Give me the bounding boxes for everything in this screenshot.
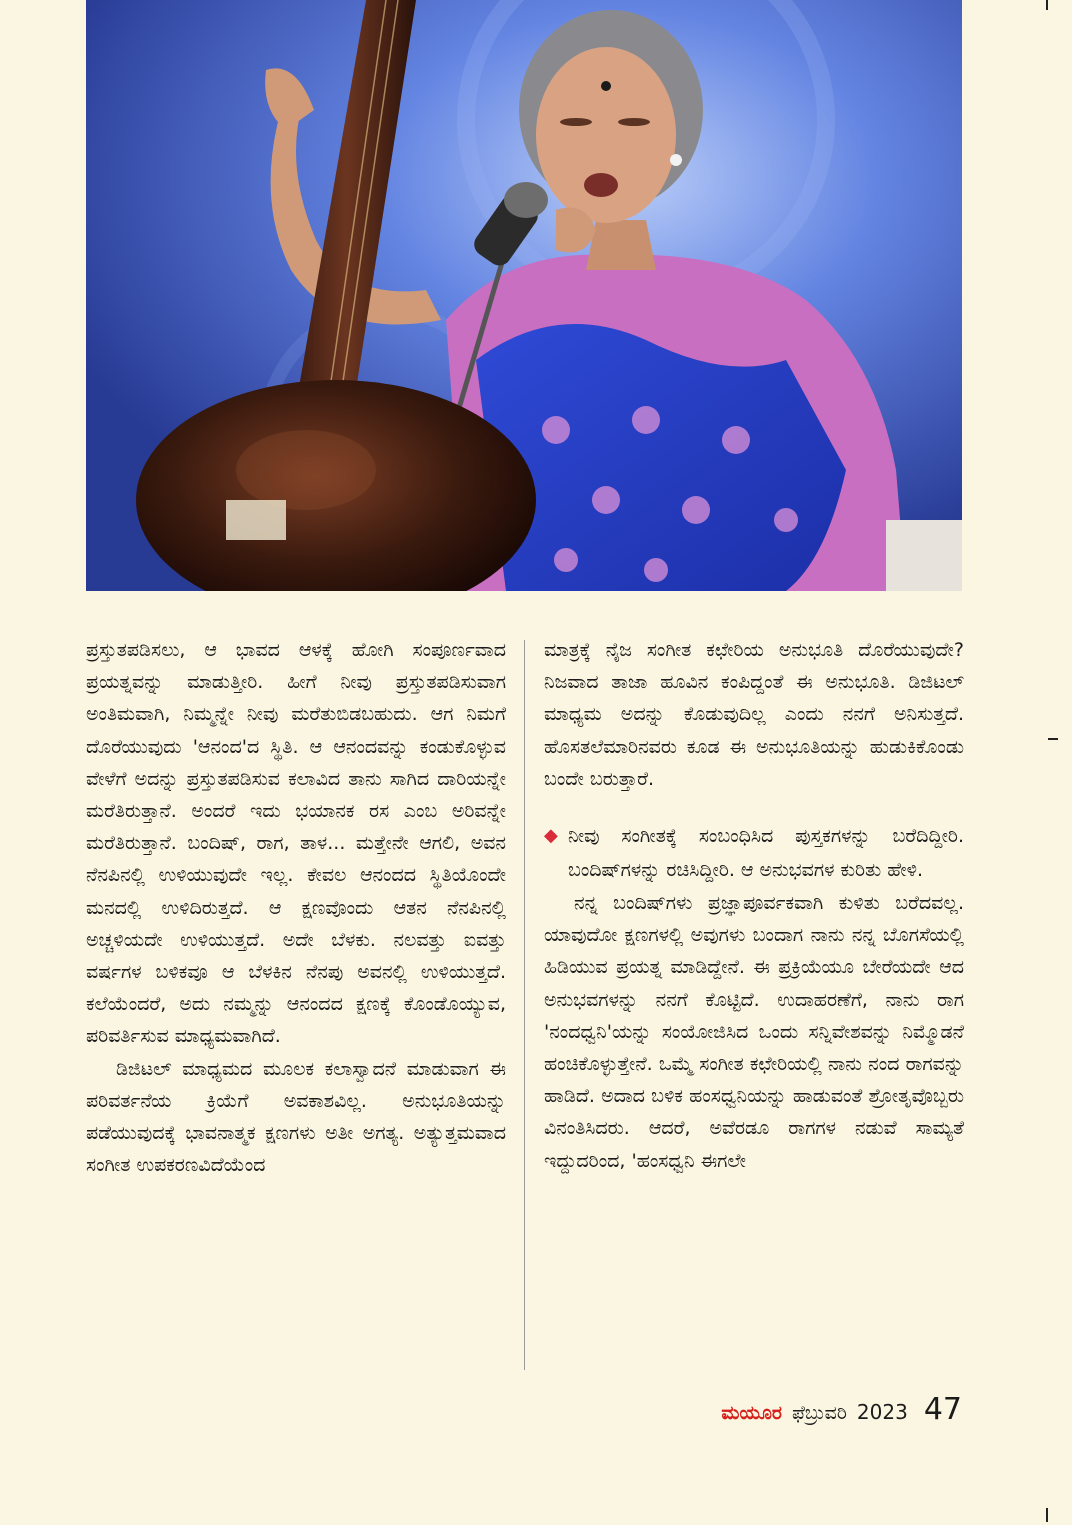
- paragraph-left-2: ಡಿಜಿಟಲ್ ಮಾಧ್ಯಮದ ಮೂಲಕ ಕಲಾಸ್ವಾದನೆ ಮಾಡುವಾಗ ಈ ಪರಿವರ್ತನೆಯ ಕ್ರಿಯೆಗೆ ಅವಕಾಶವಿಲ್ಲ. ಅನುಭೂತಿಯನ್ನು ಪಡೆಯುವುದಕ್ಕೆ ಭಾವನಾತ್ಮಕ ಕ್ಷಣಗಳು ಅತೀ ಅಗತ್ಯ. ಅತ್ಯುತ್ತಮವಾದ ಸಂಗೀತ ಉಪಕರಣವಿದೆಯೆಂದ: [86, 1057, 506, 1177]
- magazine-brand: ಮಯೂರ: [721, 1402, 782, 1424]
- photo-illustration: [86, 0, 962, 591]
- question-text: ನೀವು ಸಂಗೀತಕ್ಕೆ ಸಂಬಂಧಿಸಿದ ಪುಸ್ತಕಗಳನ್ನು ಬರೆದಿದ್ದೀರಿ. ಬಂದಿಷ್‌ಗಳನ್ನು ರಚಿಸಿದ್ದೀರಿ. ಆ ಅನುಭವಗಳ ಕುರಿತು ಹೇಳಿ.: [568, 825, 964, 882]
- crop-mark-right: [1048, 738, 1058, 740]
- interview-question: [544, 819, 964, 887]
- paragraph-right-2: ನನ್ನ ಬಂದಿಷ್‌ಗಳು ಪ್ರಜ್ಞಾಪೂರ್ವಕವಾಗಿ ಕುಳಿತು ಬರೆದವಲ್ಲ. ಯಾವುದೋ ಕ್ಷಣಗಳಲ್ಲಿ ಅವುಗಳು ಬಂದಾಗ ನಾನು ನನ್ನ ಬೊಗಸೆಯಲ್ಲಿ ಹಿಡಿಯುವ ಪ್ರಯತ್ನ ಮಾಡಿದ್ದೇನೆ. ಈ ಪ್ರಕ್ರಿಯೆಯೂ ಬೇರೆಯದೇ ಆದ ಅನುಭವಗಳನ್ನು ನನಗೆ ಕೊಟ್ಟಿದೆ. ಉದಾಹರಣೆಗೆ, ನಾನು ರಾಗ 'ನಂದಧ್ವನಿ'ಯನ್ನು ಸಂಯೋಜಿಸಿದ ಒಂದು ಸನ್ನಿವೇಶವನ್ನು ನಿಮ್ಮೊಡನೆ ಹಂಚಿಕೊಳ್ಳುತ್ತೇನೆ. ಒಮ್ಮೆ ಸಂಗೀತ ಕಛೇರಿಯಲ್ಲಿ ನಾನು ನಂದ ರಾಗವನ್ನು ಹಾಡಿದೆ. ಅದಾದ ಬಳಿಕ ಹಂಸಧ್ವನಿಯನ್ನು ಹಾಡುವಂತೆ ಶ್ರೋತೃವೊಬ್ಬರು ವಿನಂತಿಸಿದರು. ಆದರೆ, ಅವೆರಡೂ ರಾಗಗಳ ನಡುವೆ ಸಾಮ್ಯತೆ ಇದ್ದುದರಿಂದ, 'ಹಂಸಧ್ವನಿ ಈಗಲೇ: [544, 892, 964, 1172]
- issue-year: 2023: [856, 1400, 908, 1424]
- article-right-column: [544, 634, 964, 1177]
- column-divider: [524, 640, 525, 1370]
- page-footer: [721, 1392, 962, 1427]
- paragraph-left-1: ಪ್ರಸ್ತುತಪಡಿಸಲು, ಆ ಭಾವದ ಆಳಕ್ಕೆ ಹೋಗಿ ಸಂಪೂರ್ಣವಾದ ಪ್ರಯತ್ನವನ್ನು ಮಾಡುತ್ತೀರಿ. ಹೀಗೆ ನೀವು ಪ್ರಸ್ತುತಪಡಿಸುವಾಗ ಅಂತಿಮವಾಗಿ, ನಿಮ್ಮನ್ನೇ ನೀವು ಮರೆತುಬಿಡಬಹುದು. ಆಗ ನಿಮಗೆ ದೊರೆಯುವುದು 'ಆನಂದ'ದ ಸ್ಥಿತಿ. ಆ ಆನಂದವನ್ನು ಕಂಡುಕೊಳ್ಳುವ ವೇಳೆಗೆ ಅದನ್ನು ಪ್ರಸ್ತುತಪಡಿಸುವ ಕಲಾವಿದ ತಾನು ಸಾಗಿದ ದಾರಿಯನ್ನೇ ಮರೆತಿರುತ್ತಾನೆ. ಅಂದರೆ ಇದು ಭಯಾನಕ ರಸ ಎಂಬ ಅರಿವನ್ನೇ ಮರೆತಿರುತ್ತಾನೆ. ಬಂದಿಷ್, ರಾಗ, ತಾಳ... ಮತ್ತೇನೇ ಆಗಲಿ, ಅವನ ನೆನಪಿನಲ್ಲಿ ಉಳಿಯುವುದೇ ಇಲ್ಲ. ಕೇವಲ ಆನಂದದ ಸ್ಥಿತಿಯೊಂದೇ ಮನದಲ್ಲಿ ಉಳಿದಿರುತ್ತದೆ. ಆ ಕ್ಷಣವೊಂದು ಆತನ ನೆನಪಿನಲ್ಲಿ ಅಚ್ಚಳಿಯದೇ ಉಳಿಯುತ್ತದೆ. ಅದೇ ಬೆಳಕು. ನಲವತ್ತು ಐವತ್ತು ವರ್ಷಗಳ ಬಳಿಕವೂ ಆ ಬೆಳಕಿನ ನೆನಪು ಅವನಲ್ಲಿ ಉಳಿಯುತ್ತದೆ. ಕಲೆಯೆಂದರೆ, ಅದು ನಮ್ಮನ್ನು ಆನಂದದ ಕ್ಷಣಕ್ಕೆ ಕೊಂಡೊಯ್ಯುವ, ಪರಿವರ್ತಿಸುವ ಮಾಧ್ಯಮವಾಗಿದೆ.: [86, 639, 506, 1048]
- article-left-column: [86, 634, 506, 1181]
- page-number: 47: [923, 1392, 962, 1427]
- crop-mark-top-right: [1046, 0, 1048, 10]
- issue-month: ಫೆಬ್ರುವರಿ: [791, 1402, 847, 1424]
- photo-singer-with-tanpura: [86, 0, 962, 591]
- crop-mark-bottom-right: [1046, 1508, 1048, 1522]
- paragraph-right-1: ಮಾತ್ರಕ್ಕೆ ನೈಜ ಸಂಗೀತ ಕಛೇರಿಯ ಅನುಭೂತಿ ದೊರೆಯುವುದೇ? ನಿಜವಾದ ತಾಜಾ ಹೂವಿನ ಕಂಪಿದ್ದಂತೆ ಈ ಅನುಭೂತಿ. ಡಿಜಿಟಲ್ ಮಾಧ್ಯಮ ಅದನ್ನು ಕೊಡುವುದಿಲ್ಲ ಎಂದು ನನಗೆ ಅನಿಸುತ್ತದೆ. ಹೊಸತಲೆಮಾರಿನವರು ಕೂಡ ಈ ಅನುಭೂತಿಯನ್ನು ಹುಡುಕಿಕೊಂಡು ಬಂದೇ ಬರುತ್ತಾರೆ.: [544, 639, 964, 790]
- diamond-bullet-icon: ◆: [544, 825, 558, 847]
